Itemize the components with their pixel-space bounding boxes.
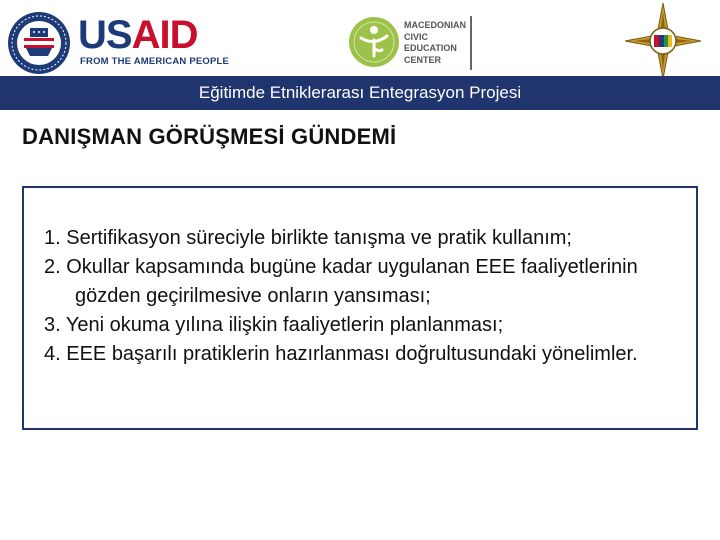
agenda-item: 3. Yeni okuma yılına ilişkin faaliyetlerin planlanması; bbox=[44, 314, 504, 336]
page-title: DANIŞMAN GÖRÜŞMESİ GÜNDEMİ bbox=[22, 124, 397, 149]
agenda-list bbox=[44, 224, 684, 369]
agenda-item: 2. Okullar kapsamında bugüne kadar uygulanan EEE faaliyetlerinin gözden geçirilmesive onların yansıması; bbox=[44, 256, 638, 307]
usaid-tagline: FROM THE AMERICAN PEOPLE bbox=[80, 56, 230, 67]
mcec-wordmark bbox=[404, 20, 474, 66]
banner-text: Eğitimde Etniklerarası Entegrasyon Projesi bbox=[198, 83, 522, 102]
mcec-line: MACEDONIAN bbox=[404, 20, 466, 30]
agenda-box bbox=[22, 186, 698, 430]
usaid-seal-icon bbox=[6, 10, 72, 76]
mcec-line: EDUCATION bbox=[404, 43, 457, 53]
project-banner bbox=[0, 76, 720, 112]
mcec-divider bbox=[470, 16, 472, 70]
mcec-figure-icon bbox=[348, 16, 400, 68]
usaid-wordmark bbox=[78, 13, 197, 57]
agenda-item: 4. EEE başarılı pratiklerin hazırlanması doğrultusundaki yönelimler. bbox=[44, 343, 638, 365]
logo-bar bbox=[0, 0, 720, 80]
mcec-line: CENTER bbox=[404, 54, 442, 65]
compass-star-icon bbox=[624, 2, 702, 80]
agenda-item: 1. Sertifikasyon süreciyle birlikte tanışma ve pratik kullanım; bbox=[44, 227, 572, 249]
usaid-wordmark-us: US bbox=[78, 13, 132, 57]
usaid-wordmark-aid: AID bbox=[131, 13, 198, 57]
mcec-line: CIVIC bbox=[404, 31, 429, 42]
